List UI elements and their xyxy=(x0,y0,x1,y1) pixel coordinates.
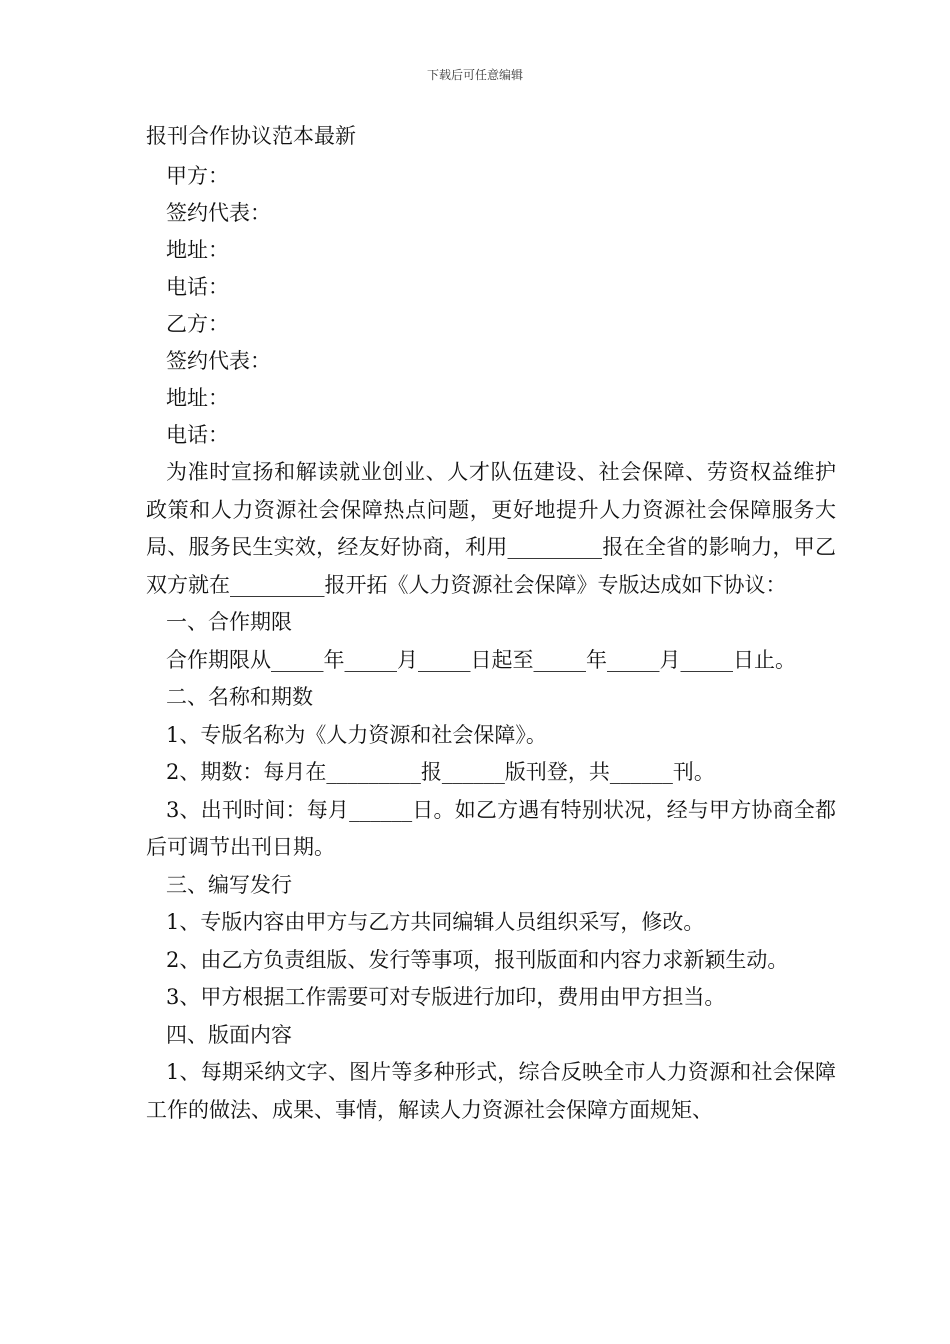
section-editing-item-1: 1、专版内容由甲方与乙方共同编辑人员组织采写，修改。 xyxy=(166,910,705,934)
section-name-item-3: 3、出刊时间：每月______日。如乙方遇有特别状况，经与甲方协商全都后可调节出刊日期。 xyxy=(146,797,836,859)
section-editing-item-3: 3、甲方根据工作需要可对专版进行加印，费用由甲方担当。 xyxy=(166,985,726,1009)
party-a-phone: 电话： xyxy=(166,275,229,299)
section-name-item-2: 2、期数：每月在_________报______版刊登，共______刊。 xyxy=(166,760,715,784)
section-editing-item-2: 2、由乙方负责组版、发行等事项，报刊版面和内容力求新颖生动。 xyxy=(166,947,789,972)
section-heading-term: 一、合作期限 xyxy=(166,610,292,634)
party-info-block xyxy=(146,158,826,454)
section-content-item-1: 1、每期采纳文字、图片等多种形式，综合反映全市人力资源和社会保障工作的做法、成果、事情，解读人力资源社会保障方面规矩、 xyxy=(146,1060,836,1122)
section-term-text: 合作期限从_____年_____月_____日起至_____年_____月_____日止。 xyxy=(166,647,796,672)
party-b-representative: 签约代表： xyxy=(166,349,271,373)
party-a-label: 甲方： xyxy=(166,164,229,188)
party-a-representative: 签约代表： xyxy=(166,201,271,225)
intro-paragraph: 为准时宣扬和解读就业创业、人才队伍建设、社会保障、劳资权益维护政策和人力资源社会保障热点问题，更好地提升人力资源社会保障服务大局、服务民生实效，经友好协商，利用_________报在全省的影响力，甲乙双方就在_________报开拓《人力资源社会保障》专版达成如下协议： xyxy=(146,460,836,597)
party-b-address: 地址： xyxy=(166,386,229,410)
section-heading-name-issues: 二、名称和期数 xyxy=(166,685,313,709)
party-a-address: 地址： xyxy=(166,238,229,262)
section-heading-content: 四、版面内容 xyxy=(166,1022,292,1047)
party-b-phone: 电话： xyxy=(166,423,229,447)
page-header-note: 下载后可任意编辑 xyxy=(426,68,523,82)
party-b-label: 乙方： xyxy=(166,312,229,336)
document-title: 报刊合作协议范本最新 xyxy=(146,124,356,148)
section-heading-editing: 三、编写发行 xyxy=(166,872,292,897)
agreement-body xyxy=(146,454,836,1129)
section-name-item-1: 1、专版名称为《人力资源和社会保障》。 xyxy=(166,722,547,747)
